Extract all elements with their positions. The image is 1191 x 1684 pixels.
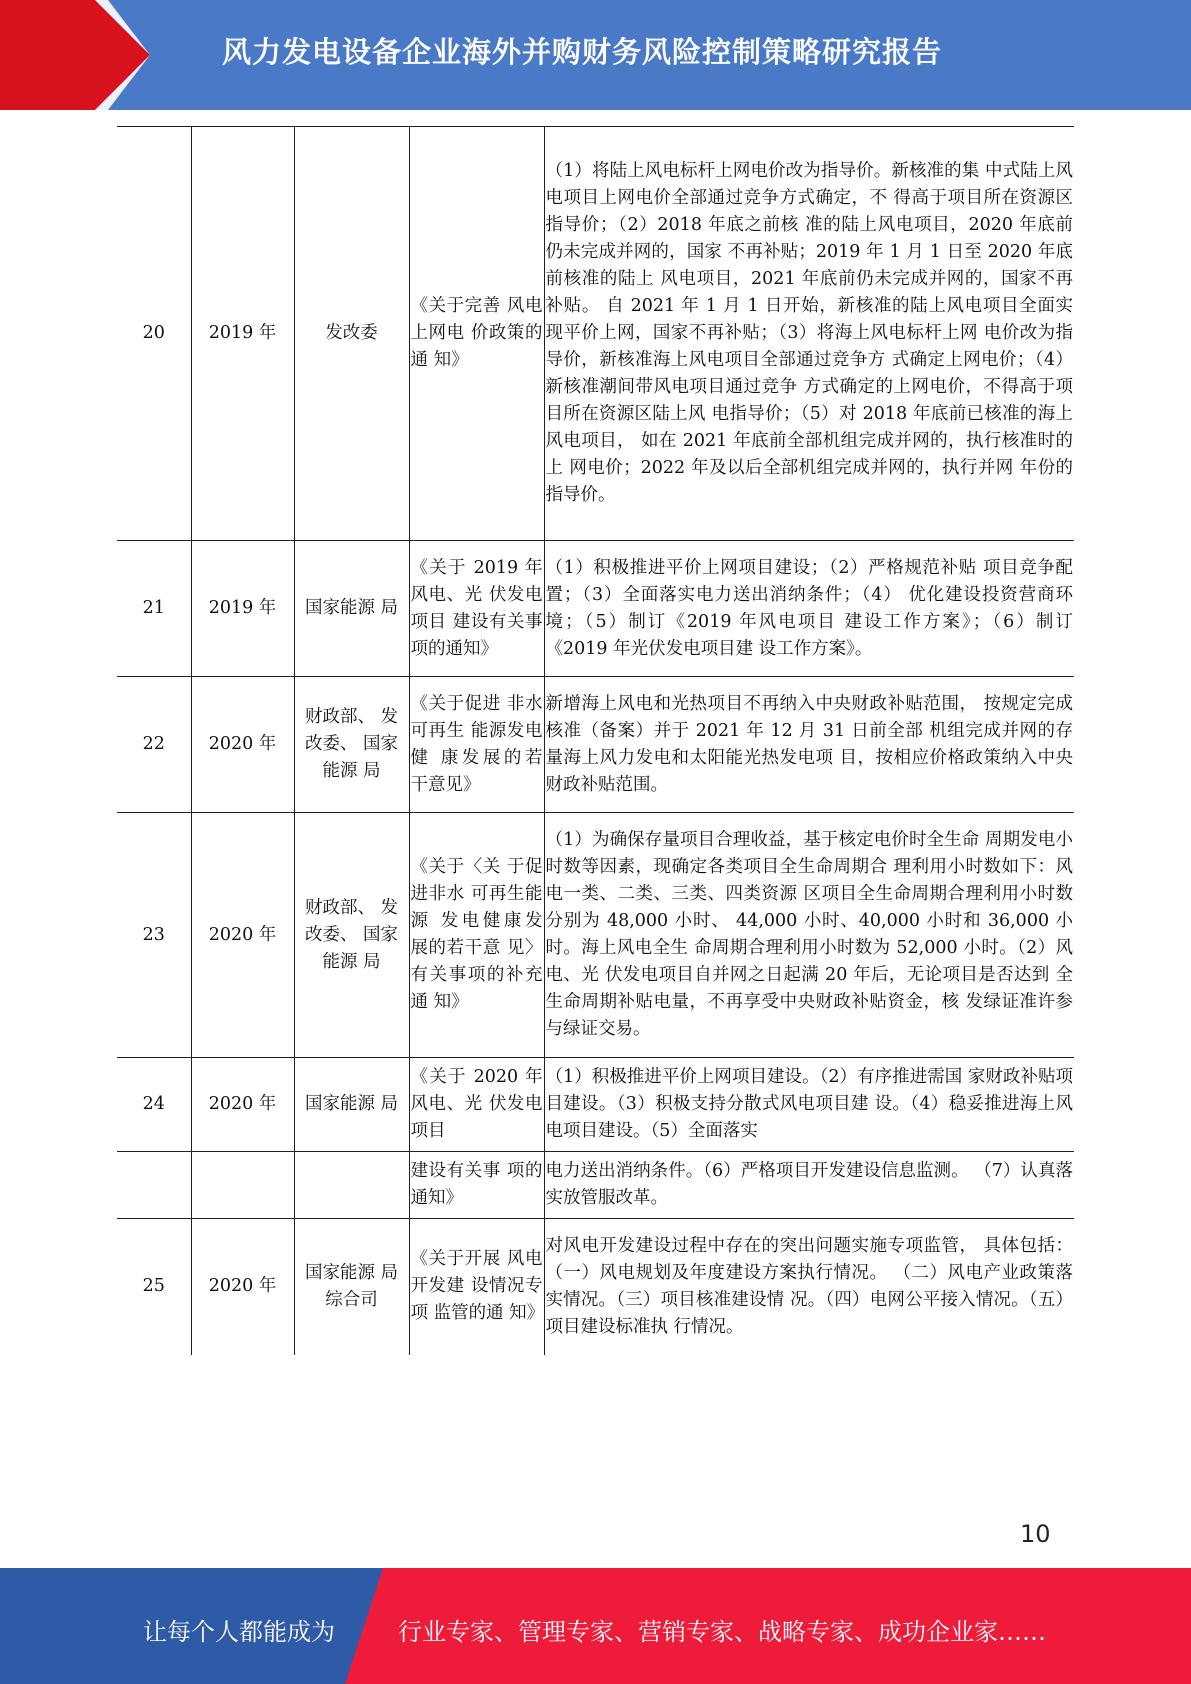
footer-slogan-left: 让每个人都能成为 — [143, 1618, 335, 1646]
policy-table — [117, 126, 1074, 1355]
row-number: 20 — [117, 127, 191, 541]
row-number — [117, 1152, 191, 1219]
row-department: 国家能源 局综合司 — [294, 1219, 409, 1355]
table-row — [117, 1219, 1074, 1355]
table-row — [117, 541, 1074, 677]
row-description: （1）积极推进平价上网项目建设；（2）严格规范补贴 项目竞争配置；（3）全面落实电力送出消纳条件；（4） 优化建设投资营商环境；（5）制订《2019 年风电项目 建设工作方案》；（6）制订《2019 年光伏发电项目建 设工作方案》。 — [544, 541, 1074, 677]
row-number: 21 — [117, 541, 191, 677]
table-row — [117, 813, 1074, 1058]
row-number: 24 — [117, 1058, 191, 1152]
row-description: （1）将陆上风电标杆上网电价改为指导价。新核准的集 中式陆上风电项目上网电价全部通过竞争方式确定，不 得高于项目所在资源区指导价；（2）2018 年底之前核 准的陆上风电项目，2020 年底前仍未完成并网的，国家 不再补贴；2019 年 1 月 1 日至 2020 年底前核准的陆上 风电项目，2021 年底前仍未完成并网的，国家不再补贴。 自 2021 年 1 月 1 日开始，新核准的陆上风电项目全面实 现平价上网，国家不再补贴；（3）将海上风电标杆上网 电价改为指导价，新核准海上风电项目全部通过竞争方 式确定上网电价；（4）新核准潮间带风电项目通过竞争 方式确定的上网电价，不得高于项目所在资源区陆上风 电指导价；（5）对 2018 年底前已核准的海上风电项目， 如在 2021 年底前全部机组完成并网的，执行核准时的上 网电价；2022 年及以后全部机组完成并网的，执行并网 年份的指导价。 — [544, 127, 1074, 541]
footer-banner — [0, 1568, 1191, 1684]
row-document: 《关于开展 风电开发建 设情况专项 监管的通 知》 — [409, 1219, 544, 1355]
row-department: 国家能源 局 — [294, 1058, 409, 1152]
header-red-arrow-shape — [0, 0, 150, 110]
row-year: 2020 年 — [191, 1058, 294, 1152]
row-department — [294, 1152, 409, 1219]
row-year: 2020 年 — [191, 1219, 294, 1355]
row-number: 22 — [117, 677, 191, 813]
row-year: 2019 年 — [191, 127, 294, 541]
header-banner — [0, 0, 1191, 110]
row-document: 建设有关事 项的通知》 — [409, 1152, 544, 1219]
row-year — [191, 1152, 294, 1219]
report-title: 风力发电设备企业海外并购财务风险控制策略研究报告 — [222, 35, 943, 69]
row-description: 新增海上风电和光热项目不再纳入中央财政补贴范围， 按规定完成核准（备案）并于 2021 年 12 月 31 日前全部 机组完成并网的存量海上风力发电和太阳能光热发电项 目，按相应价格政策纳入中央财政补贴范围。 — [544, 677, 1074, 813]
row-year: 2020 年 — [191, 677, 294, 813]
row-document: 《关于 2019 年风电、光 伏发电项目 建设有关事 项的通知》 — [409, 541, 544, 677]
footer-slogan-right: 行业专家、管理专家、营销专家、战略专家、成功企业家…… — [398, 1618, 1046, 1646]
row-department: 国家能源 局 — [294, 541, 409, 677]
row-document: 《关于〈关 于促进非水 可再生能源 发电健康发 展的若干意 见〉有关事项的补充通 知》 — [409, 813, 544, 1058]
row-number: 23 — [117, 813, 191, 1058]
row-year: 2020 年 — [191, 813, 294, 1058]
row-description: （1）为确保存量项目合理收益，基于核定电价时全生命 周期发电小时数等因素，现确定各类项目全生命周期合 理利用小时数如下：风电一类、二类、三类、四类资源 区项目全生命周期合理利用小时数分别为 48,000 小时、 44,000 小时、40,000 小时和 36,000 小时。海上风电全生 命周期合理利用小时数为 52,000 小时。（2）风电、光 伏发电项目自并网之日起满 20 年后，无论项目是否达到 全生命周期补贴电量，不再享受中央财政补贴资金，核 发绿证准许参与绿证交易。 — [544, 813, 1074, 1058]
row-description: （1）积极推进平价上网项目建设。（2）有序推进需国 家财政补贴项目建设。（3）积极支持分散式风电项目建 设。（4）稳妥推进海上风电项目建设。（5）全面落实 — [544, 1058, 1074, 1152]
table-row — [117, 1152, 1074, 1219]
row-document: 《关于 2020 年风电、光 伏发电项目 — [409, 1058, 544, 1152]
row-description: 对风电开发建设过程中存在的突出问题实施专项监管， 具体包括：（一）风电规划及年度建设方案执行情况。 （二）风电产业政策落实情况。（三）项目核准建设情 况。（四）电网公平接入情况。（五）项目建设标准执 行情况。 — [544, 1219, 1074, 1355]
row-description: 电力送出消纳条件。（6）严格项目开发建设信息监测。 （7）认真落实放管服改革。 — [544, 1152, 1074, 1219]
row-year: 2019 年 — [191, 541, 294, 677]
row-department: 财政部、 发改委、 国家能源 局 — [294, 813, 409, 1058]
table-row — [117, 677, 1074, 813]
page-number: 10 — [1020, 1520, 1051, 1548]
row-department: 财政部、 发改委、 国家能源 局 — [294, 677, 409, 813]
row-department: 发改委 — [294, 127, 409, 541]
table-row — [117, 1058, 1074, 1152]
row-number: 25 — [117, 1219, 191, 1355]
row-document: 《关于促进 非水可再生 能源发电健 康发展的若 干意见》 — [409, 677, 544, 813]
row-document: 《关于完善 风电上网电 价政策的通 知》 — [409, 127, 544, 541]
table-row — [117, 127, 1074, 541]
